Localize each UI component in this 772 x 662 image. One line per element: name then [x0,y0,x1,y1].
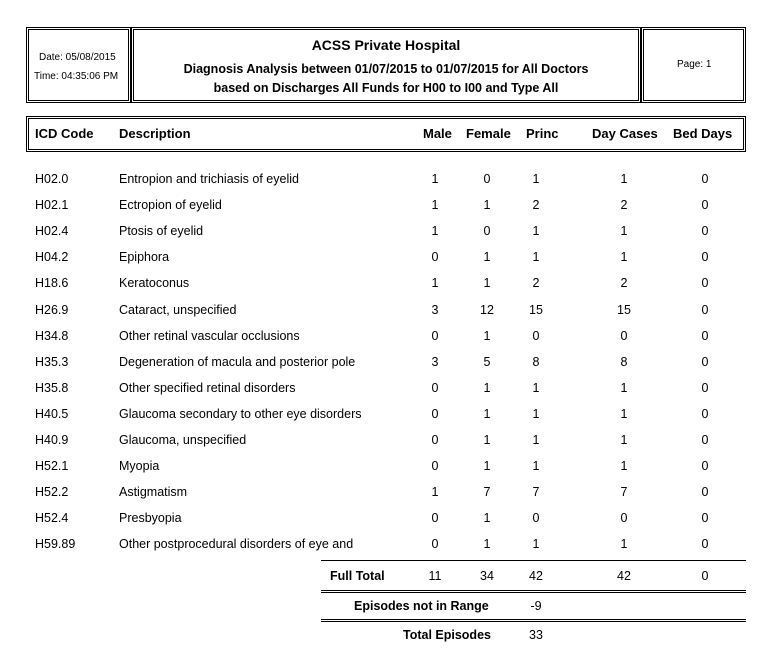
male-count: 1 [431,485,439,499]
icd-code: H02.1 [35,198,69,212]
description: Glaucoma secondary to other eye disorders [119,407,362,421]
female-count: 1 [483,537,491,551]
page-box [641,27,746,103]
full-total-bed-days: 0 [701,569,709,583]
female-count: 5 [483,355,491,369]
princ-count: 0 [532,511,540,525]
female-count: 7 [483,485,491,499]
bed-days-count: 0 [701,433,709,447]
day-cases-count: 2 [620,198,628,212]
icd-code: H02.4 [35,224,69,238]
icd-code: H52.1 [35,459,69,473]
total-episodes-value: 33 [529,628,543,642]
title-box [131,27,641,103]
male-count: 0 [431,381,439,395]
male-count: 0 [431,407,439,421]
bed-days-count: 0 [701,485,709,499]
day-cases-count: 1 [620,381,628,395]
full-total-day-cases: 42 [617,569,631,583]
bed-days-count: 0 [701,511,709,525]
princ-count: 1 [532,407,540,421]
description: Other retinal vascular occlusions [119,329,300,343]
day-cases-count: 1 [620,537,628,551]
page-number: Page: 1 [677,59,712,70]
princ-count: 15 [529,303,543,317]
bed-days-count: 0 [701,250,709,264]
bed-days-count: 0 [701,407,709,421]
bed-days-count: 0 [701,224,709,238]
male-count: 0 [431,459,439,473]
description: Epiphora [119,250,170,264]
princ-count: 2 [532,198,540,212]
day-cases-count: 2 [620,276,628,290]
icd-code: H04.2 [35,250,69,264]
male-count: 0 [431,433,439,447]
episodes-double-line [321,619,746,622]
totals-double-line [321,590,746,593]
female-count: 1 [483,198,491,212]
princ-count: 1 [532,250,540,264]
female-count: 0 [483,172,491,186]
day-cases-count: 1 [620,407,628,421]
day-cases-count: 8 [620,355,628,369]
male-count: 1 [431,172,439,186]
full-total-princ: 42 [529,569,543,583]
male-count: 0 [431,537,439,551]
full-total-label: Full Total [330,569,385,583]
icd-code: H40.9 [35,433,69,447]
bed-days-count: 0 [701,329,709,343]
total-episodes-label: Total Episodes [403,628,491,642]
report-subtitle-2: based on Discharges All Funds for H00 to I00 and Type All [213,81,559,95]
icd-code: H52.2 [35,485,69,499]
description: Glaucoma, unspecified [119,433,247,447]
female-count: 0 [483,224,491,238]
bed-days-count: 0 [701,381,709,395]
princ-count: 8 [532,355,540,369]
date-time-box [26,27,131,103]
description: Ectropion of eyelid [119,198,222,212]
icd-code: H52.4 [35,511,69,525]
totals-divider [321,560,746,561]
day-cases-count: 1 [620,433,628,447]
icd-code: H02.0 [35,172,69,186]
description: Presbyopia [119,511,182,525]
female-count: 1 [483,276,491,290]
column-header-bed-days: Bed Days [673,126,733,141]
female-count: 1 [483,381,491,395]
day-cases-count: 0 [620,511,628,525]
bed-days-count: 0 [701,303,709,317]
day-cases-count: 1 [620,224,628,238]
description: Astigmatism [119,485,188,499]
hospital-name: ACSS Private Hospital [311,37,461,53]
icd-code: H35.8 [35,381,69,395]
male-count: 0 [431,511,439,525]
full-total-male: 11 [428,569,442,583]
bed-days-count: 0 [701,537,709,551]
icd-code: H59.89 [35,537,76,551]
episodes-not-in-range-value: -9 [530,599,542,613]
description: Cataract, unspecified [119,303,237,317]
princ-count: 1 [532,381,540,395]
princ-count: 0 [532,329,540,343]
princ-count: 2 [532,276,540,290]
male-count: 3 [431,355,439,369]
day-cases-count: 1 [620,172,628,186]
description: Myopia [119,459,160,473]
female-count: 1 [483,329,491,343]
bed-days-count: 0 [701,198,709,212]
female-count: 1 [483,433,491,447]
column-header-male: Male [423,126,452,141]
princ-count: 1 [532,537,540,551]
day-cases-count: 1 [620,459,628,473]
female-count: 1 [483,407,491,421]
day-cases-count: 7 [620,485,628,499]
description: Other specified retinal disorders [119,381,296,395]
icd-code: H18.6 [35,276,69,290]
description: Other postprocedural disorders of eye and [119,537,354,551]
male-count: 1 [431,276,439,290]
male-count: 0 [431,329,439,343]
icd-code: H35.3 [35,355,69,369]
description: Entropion and trichiasis of eyelid [119,172,299,186]
report-time: Time: 04:35:06 PM [34,71,119,82]
icd-code: H34.8 [35,329,69,343]
bed-days-count: 0 [701,172,709,186]
day-cases-count: 15 [617,303,631,317]
male-count: 1 [431,224,439,238]
column-header-day-cases: Day Cases [592,126,658,141]
icd-code: H40.5 [35,407,69,421]
report-date: Date: 05/08/2015 [39,52,116,63]
princ-count: 7 [532,485,540,499]
female-count: 1 [483,459,491,473]
male-count: 3 [431,303,439,317]
female-count: 1 [483,250,491,264]
female-count: 12 [480,303,494,317]
column-header-description: Description [119,126,191,141]
column-header-female: Female [466,126,511,141]
day-cases-count: 1 [620,250,628,264]
princ-count: 1 [532,172,540,186]
column-header-princ: Princ [526,126,559,141]
column-header-icd-code: ICD Code [35,126,94,141]
description: Keratoconus [119,276,190,290]
princ-count: 1 [532,433,540,447]
male-count: 0 [431,250,439,264]
description: Ptosis of eyelid [119,224,204,238]
male-count: 1 [431,198,439,212]
icd-code: H26.9 [35,303,69,317]
full-total-female: 34 [480,569,494,583]
bed-days-count: 0 [701,276,709,290]
princ-count: 1 [532,224,540,238]
description: Degeneration of macula and posterior pole [119,355,356,369]
female-count: 1 [483,511,491,525]
bed-days-count: 0 [701,459,709,473]
bed-days-count: 0 [701,355,709,369]
report-subtitle-1: Diagnosis Analysis between 01/07/2015 to 01/07/2015 for All Doctors [183,62,589,76]
episodes-not-in-range-label: Episodes not in Range [354,599,489,613]
day-cases-count: 0 [620,329,628,343]
princ-count: 1 [532,459,540,473]
